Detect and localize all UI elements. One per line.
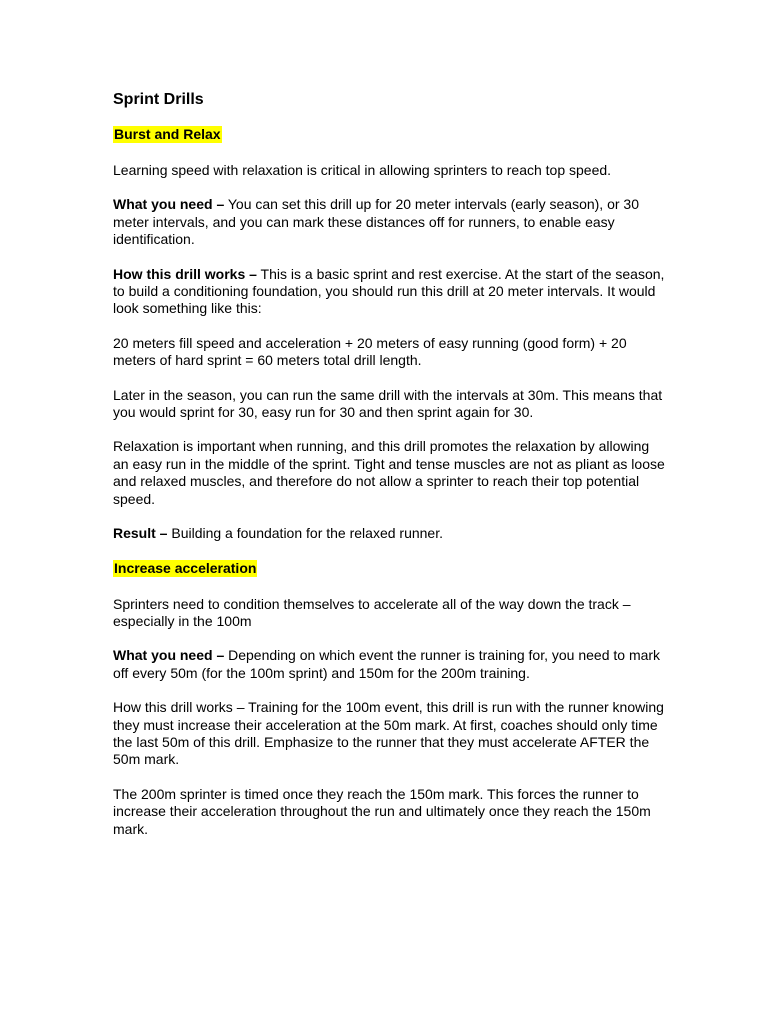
section-heading-wrap [113,560,668,578]
paragraph-how-it-works [113,266,668,318]
paragraph-what-you-need [113,196,668,248]
section-heading-wrap [113,126,668,144]
paragraph-what-you-need-acceleration [113,647,668,682]
text-how-it-works: This is a basic sprint and rest exercise. At the start of the season, to build a conditioning foundation, you should run this drill at 20 meter intervals. It would look something like this: [113,265,665,317]
text-result: Building a foundation for the relaxed runner. [167,525,443,542]
document-title: Sprint Drills [113,91,204,108]
paragraph-later-season: Later in the season, you can run the same drill with the intervals at 30m. This means that you would sprint for 30, easy run for 30 and then sprint again for 30. [113,386,663,421]
paragraph-intro-acceleration: Sprinters need to condition themselves to accelerate all of the way down the track – especially in the 100m [113,595,631,629]
paragraph-formula: 20 meters fill speed and acceleration + 20 meters of easy running (good form) + 20 meters of hard sprint = 60 meters total drill length. [113,334,627,369]
label-what-you-need: What you need – [113,196,225,213]
section-heading-burst-and-relax: Burst and Relax [114,126,221,142]
text-what-you-need: You can set this drill up for 20 meter intervals (early season), or 30 meter intervals, and you can mark these distances off for runners, to enable easy identification. [113,196,639,248]
paragraph-relaxation: Relaxation is important when running, and this drill promotes the relaxation by allowing an easy run in the middle of the sprint. Tight and tense muscles are not as pliant as loose and relaxed muscles, and therefore do not allow a sprinter to reach their top potential speed. [113,438,665,507]
label-how-it-works: How this drill works – [113,265,257,282]
section-heading-increase-acceleration: Increase acceleration [114,559,257,576]
paragraph-intro: Learning speed with relaxation is critical in allowing sprinters to reach top speed. [113,162,612,178]
paragraph-how-it-works-acceleration: How this drill works – Training for the 100m event, this drill is run with the runner knowing they must increase their acceleration at the 50m mark. At first, coaches should only time the last 50m of this drill. Emphasize to the runner that they must accelerate AFTER the 50m mark. [113,699,664,768]
paragraph-result [113,525,668,542]
label-what-you-need: What you need – [113,647,225,664]
paragraph-200m-timing: The 200m sprinter is timed once they reach the 150m mark. This forces the runner to increase their acceleration throughout the run and ultimately once they reach the 150m mark. [113,785,651,837]
label-result: Result – [113,525,168,542]
text-what-you-need: Depending on which event the runner is training for, you need to mark off every 50m (for the 100m sprint) and 150m for the 200m training. [113,647,661,681]
